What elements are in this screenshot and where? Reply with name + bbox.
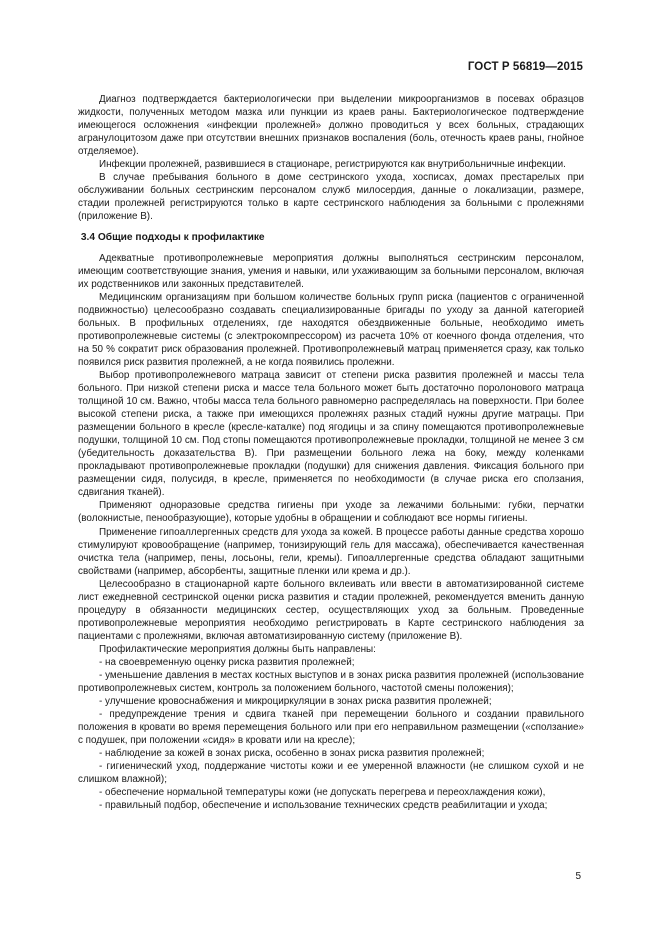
paragraph-medical-organizations: Медицинским организациям при большом количестве больных групп риска (пациентов с ограниченной подвижностью) целесообразно создавать специализированные бригады по уходу за данной категорией больных. В профильных отделениях, где находятся обездвиженные больные, необходимо иметь противопролежневые системы (с электрокомпрессором) из расчета 10% от коечного фонда отделения, что на 50 % сократит риск образования пролежней. Противопролежневый матрац применяется сразу, как только появился риск развития пролежней, а не когда появились пролежни. (78, 291, 584, 368)
list-item: - правильный подбор, обеспечение и использование технических средств реабилитации и ухода; (99, 800, 548, 812)
paragraph-prevention-intro: Профилактические мероприятия должны быть направлены: (99, 643, 376, 655)
paragraph-adequate-measures: Адекватные противопролежневые мероприятия должны выполняться сестринским персоналом, имеющим соответствующие знания, умения и навыки, или ухаживающим за больными персоналом, включая их родственников или законных представителей. (78, 252, 584, 290)
section-number: 3.4 (80, 232, 96, 244)
paragraph-hospital-infections: Инфекции пролежней, развившиеся в стационаре, регистрируются как внутрибольничные инфекции. (99, 159, 566, 171)
list-item: - улучшение кровоснабжения и микроциркуляции в зонах риска развития пролежней; (99, 696, 492, 708)
list-item: - на своевременную оценку риска развития пролежней; (99, 656, 355, 668)
paragraph-hygiene-products: Применяют одноразовые средства гигиены при уходе за лежачими больными: губки, перчатки (волокнистые, пенообразующие), которые удобны в обращении и соблюдают все нормы гигиены. (78, 500, 584, 525)
paragraph-diagnosis: Диагноз подтверждается бактериологически при выделении микроорганизмов в посевах образцов жидкости, полученных методом мазка или пункции из краев раны. Бактериологическое подтверждение имеющегося осложнения «инфекции пролежней» должно проводиться у всех больных, страдающих агранулоцитозом даже при отсутствии внешних признаков воспаления (боль, отечность краев раны, гнойное отделяемое). (78, 94, 584, 158)
paragraph-mattress-choice: Выбор противопролежневого матраца зависит от степени риска развития пролежней и массы тела больного. При низкой степени риска и массе тела больного может быть достаточно поролонового матраца толщиной 10 см. Важно, чтобы масса тела больного равномерно распределялась на поверхности. При более высокой степени риска, а также при имеющихся пролежнях разных стадий нужны другие матрацы. При размещении больного в кресле (кресле-каталке) под ягодицы и за спину помещаются противопролежневые подушки, толщиной 10 см. Под стопы помещаются противопролежневые прокладки, толщиной не менее 3 см (убедительность доказательства В). При размещении больного лежа на боку, между коленками прокладывают противопролежневые прокладки (подушки) для снижения давления. Фиксация больного при размещении сидя, полусидя, в кресле, применяется по необходимости (в случае риска его сползания, сдвигания тканей). (78, 369, 584, 499)
list-item: - предупреждение трения и сдвига тканей при перемещении больного и создании правильного положения в кровати во время перемещения больного или при его неправильном размещении («сползание» с подушек, при положении «сидя» в кровати или на кресле); (78, 709, 584, 747)
paragraph-nursing-chart: Целесообразно в стационарной карте больного вклеивать или ввести в автоматизированной системе лист ежедневной сестринской оценки риска развития и стадии пролежней, рекомендуется вменить данную процедуру в обязанности медицинских сестер, осуществляющих уход за больным. Проведенные противопролежневые мероприятия необходимо регистрировать в Карте сестринского наблюдения за пациентами с пролежнями, включая автоматизированную систему (приложение В). (78, 578, 584, 642)
list-item: - обеспечение нормальной температуры кожи (не допускать перегрева и переохлаждения кожи), (99, 787, 546, 799)
section-heading (78, 231, 584, 244)
list-item: - гигиенический уход, поддержание чистоты кожи и ее умеренной влажности (не слишком сухой и не слишком влажной); (78, 761, 584, 786)
document-number-header: ГОСТ Р 56819—2015 (467, 61, 583, 73)
list-item: - наблюдение за кожей в зонах риска, особенно в зонах риска развития пролежней; (99, 748, 485, 760)
paragraph-hypoallergenic: Применение гипоаллергенных средств для ухода за кожей. В процессе работы данные средства хорошо стимулируют кровообращение (например, тонизирующий гель для массажа), обеспечивается качественная очистка тела (например, пены, лосьоны, гели, кремы). Гипоаллергенные средства обладают защитными свойствами (например, абсорбенты, защитные пленки или крема и др.). (78, 526, 584, 577)
paragraph-nursing-home: В случае пребывания больного в доме сестринского ухода, хосписах, домах престарелых при обслуживании больных сестринским персоналом служб милосердия, данные о локализации, размере, стадии пролежней регистрируются только в карте сестринского наблюдения за больными с пролежнями (приложение В). (78, 172, 584, 223)
list-item: - уменьшение давления в местах костных выступов и в зонах риска развития пролежней (использование противопролежневых систем, контроль за положением больного, частотой смены положения); (78, 670, 584, 695)
section-title: Общие подходы к профилактике (97, 232, 265, 244)
document-body (78, 93, 584, 813)
page-number: 5 (575, 871, 581, 882)
